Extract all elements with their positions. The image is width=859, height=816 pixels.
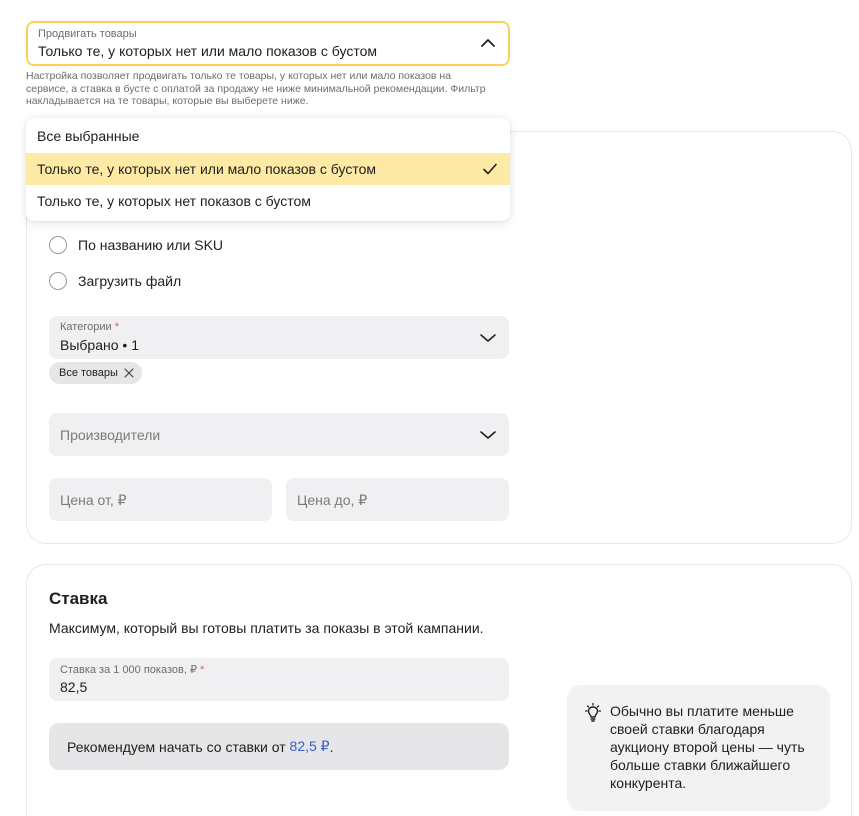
manufacturers-placeholder: Производители (60, 427, 161, 443)
option-label: Только те, у которых нет или мало показов с бустом (37, 161, 376, 177)
chip-label: Все товары (59, 367, 118, 379)
option-label: Только те, у которых нет показов с бустом (37, 193, 311, 209)
radio-label: По названию или SKU (78, 237, 224, 253)
bid-title: Ставка (49, 589, 108, 608)
promote-select[interactable] (26, 21, 510, 66)
promote-dropdown (26, 118, 510, 221)
option-few-impressions[interactable] (26, 153, 510, 185)
bid-recommendation (49, 723, 509, 770)
check-icon (482, 162, 498, 176)
categories-value: Выбрано • 1 (60, 337, 139, 353)
chevron-down-icon[interactable] (480, 333, 496, 343)
price-to-input[interactable] (286, 478, 509, 521)
promote-hint: Настройка позволяет продвигать только те товары, у которых нет или мало показов на сервисе, а ставка в бусте с оплатой за продажу не ниже минимальной рекомендации. Фильтр накладывается на те товары, которые вы выберете ниже. (26, 70, 486, 107)
bid-subtitle: Максимум, который вы готовы платить за показы в этой кампании. (49, 620, 484, 636)
price-to-placeholder: Цена до, ₽ (297, 492, 368, 508)
recommend-suffix: . (329, 738, 334, 755)
promote-select-label: Продвигать товары (38, 28, 137, 40)
close-icon[interactable] (124, 368, 134, 378)
chevron-up-icon[interactable] (480, 37, 496, 49)
radio-upload-file[interactable] (49, 272, 181, 290)
required-mark: * (200, 664, 205, 676)
option-label: Все выбранные (37, 128, 140, 144)
bid-input-value: 82,5 (60, 679, 88, 695)
bid-input-label: Ставка за 1 000 показов, ₽ * (60, 664, 205, 676)
recommend-bid-link[interactable]: 82,5 ₽ (289, 738, 330, 754)
option-no-impressions[interactable] (26, 185, 510, 217)
promote-select-value: Только те, у которых нет или мало показов с бустом (38, 43, 377, 59)
recommend-text: Рекомендуем начать со ставки от (67, 738, 290, 755)
manufacturers-select[interactable] (49, 413, 509, 456)
categories-select[interactable] (49, 316, 509, 359)
required-mark: * (114, 321, 119, 333)
radio-label: Загрузить файл (78, 273, 182, 289)
radio-button[interactable] (49, 236, 67, 254)
categories-label: Категории * (60, 321, 119, 333)
tip-text: Обычно вы платите меньше своей ставки благодаря аукциону второй цены — чуть больше ставки ближайшего конкурента. (610, 703, 805, 791)
bid-input[interactable] (49, 658, 509, 701)
category-chip (49, 362, 142, 384)
chevron-down-icon[interactable] (480, 430, 496, 440)
radio-button[interactable] (49, 272, 67, 290)
radio-by-name[interactable] (49, 236, 223, 254)
price-from-input[interactable] (49, 478, 272, 521)
option-all-selected[interactable] (26, 120, 510, 152)
lightbulb-icon (584, 703, 602, 723)
bid-tip (567, 685, 830, 811)
price-from-placeholder: Цена от, ₽ (60, 492, 127, 508)
